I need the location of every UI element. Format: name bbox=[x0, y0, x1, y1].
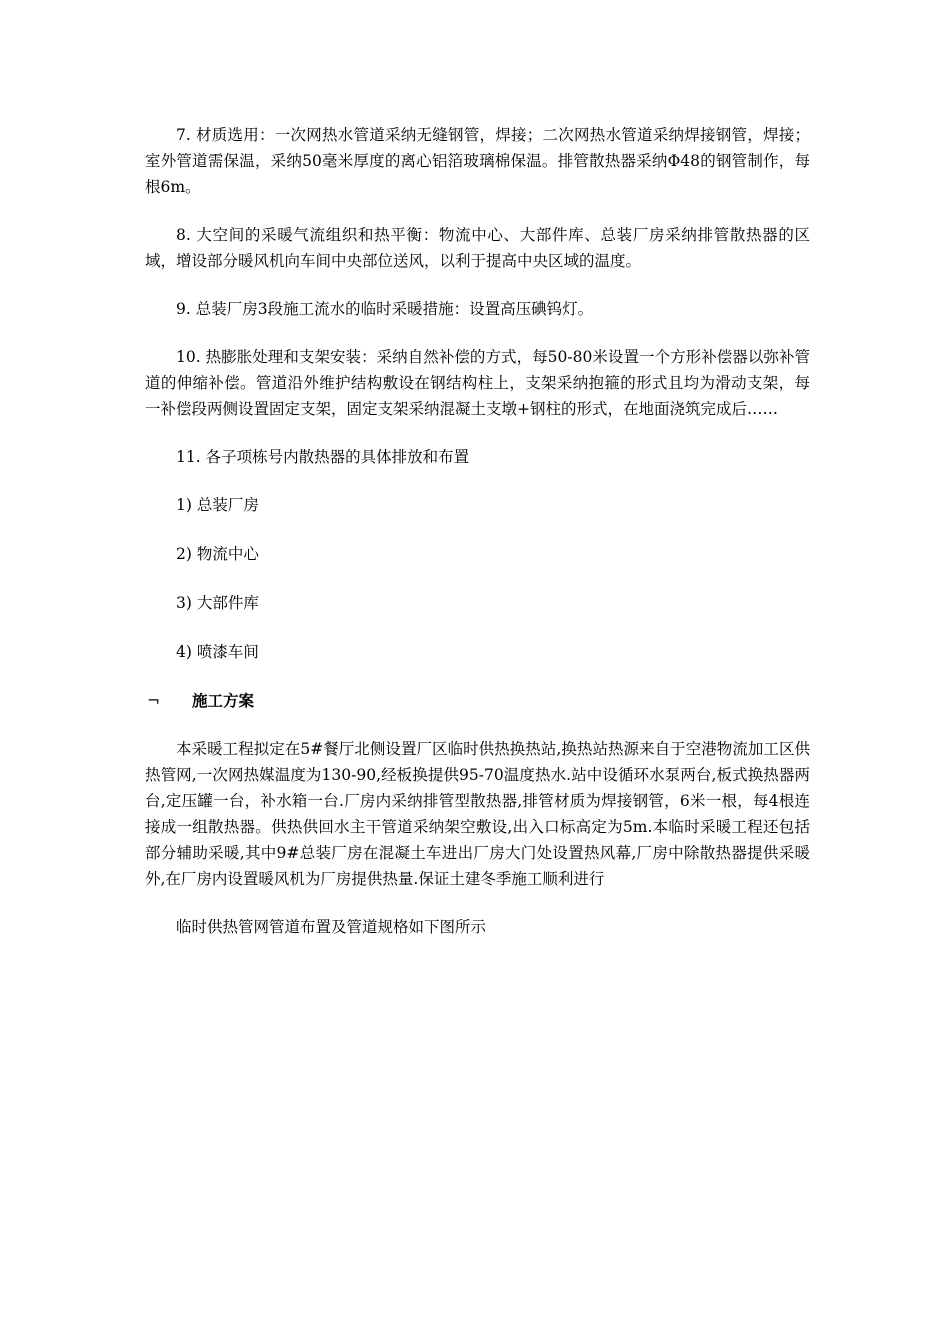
paragraph-temporary-heating-measures: 9. 总装厂房3段施工流水的临时采暖措施：设置高压碘钨灯。 bbox=[176, 300, 594, 318]
paragraph-thermal-expansion-supports: 10. 热膨胀处理和支架安装：采纳自然补偿的方式，每50-80米设置一个方形补偿器以弥补管道的伸缩补偿。管道沿外维护结构敷设在钢结构柱上，支架采纳抱箍的形式且均为滑动支架，每一补偿段两侧设置固定支架，固定支架采纳混凝土支墩+钢柱的形式，在地面浇筑完成后…… bbox=[145, 348, 810, 418]
section-marker: ¬ bbox=[147, 692, 160, 710]
paragraph-pipe-layout-note: 临时供热管网管道布置及管道规格如下图所示 bbox=[176, 918, 487, 936]
document-content bbox=[145, 122, 810, 962]
section-title: 施工方案 bbox=[192, 691, 255, 710]
paragraph-radiator-layout: 11. 各子项栋号内散热器的具体排放和布置 bbox=[176, 448, 470, 466]
section-heading bbox=[145, 688, 810, 714]
list-item: 2) 物流中心 bbox=[176, 545, 259, 563]
paragraph-construction-plan: 本采暖工程拟定在5#餐厅北侧设置厂区临时供热换热站,换热站热源来自于空港物流加工区供热管网,一次网热媒温度为130-90,经板换提供95-70温度热水.站中设循环水泵两台,板式换热器两台,定压罐一台，补水箱一台.厂房内采纳排管型散热器,排管材质为焊接钢管，6米一根，每4根连接成一组散热器。供热供回水主干管道采纳架空敷设,出入口标高定为5m.本临时采暖工程还包括部分辅助采暖,其中9#总装厂房在混凝土车进出厂房大门处设置热风幕,厂房中除散热器提供采暖外,在厂房内设置暖风机为厂房提供热量.保证土建冬季施工顺利进行 bbox=[145, 740, 810, 888]
list-item: 1) 总装厂房 bbox=[176, 496, 259, 514]
list-item: 3) 大部件库 bbox=[176, 594, 259, 612]
paragraph-material-selection: 7. 材质选用：一次网热水管道采纳无缝钢管，焊接；二次网热水管道采纳焊接钢管，焊接；室外管道需保温，采纳50毫米厚度的离心铝箔玻璃棉保温。排管散热器采纳Φ48的钢管制作，每根6m。 bbox=[145, 126, 810, 196]
paragraph-airflow-heat-balance: 8. 大空间的采暖气流组织和热平衡：物流中心、大部件库、总装厂房采纳排管散热器的区域，增设部分暖风机向车间中央部位送风，以利于提高中央区域的温度。 bbox=[145, 226, 810, 270]
list-item: 4) 喷漆车间 bbox=[176, 643, 259, 661]
